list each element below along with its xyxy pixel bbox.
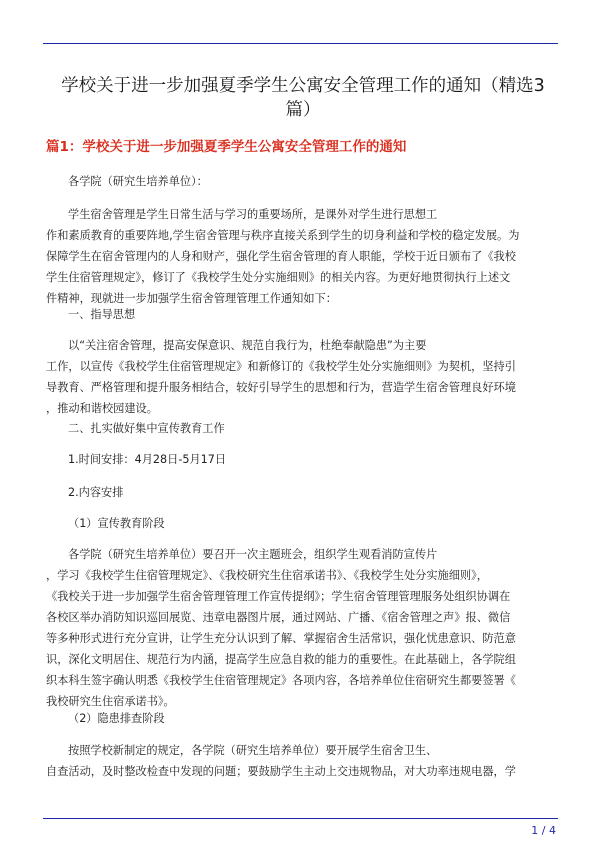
time-text: 1.时间安排：4月28日-5月17日 (68, 453, 227, 466)
heading-guiding (46, 304, 558, 325)
header-rule (43, 43, 558, 44)
stage-heading-text: （2）隐患排查阶段 (68, 712, 165, 725)
footer-rule (43, 818, 558, 819)
content-arrangement (46, 482, 558, 503)
paragraph-line: 我校研究生住宿承诺书》。 (46, 695, 175, 708)
paragraph-line: 自查活动，及时整改检查中发现的问题；要鼓励学生主动上交违规物品，对大功率违规电器，学 (46, 765, 516, 778)
stage1-paragraph (46, 544, 558, 712)
paragraph-line: ，推动和谐校园建设。 (46, 402, 158, 415)
salutation (46, 171, 558, 192)
heading-text: 一、指导思想 (68, 308, 136, 321)
paragraph-line: 学生住宿管理规定》，修订了《我校学生处分实施细则》的相关内容。为更好地贯彻执行上述文 (46, 271, 511, 284)
paragraph-line: 各校区举办消防知识巡回展览、违章电器图片展，通过网站、广播、《宿舍管理之声》报、微信 (46, 611, 511, 624)
content-heading-text: 2.内容安排 (68, 486, 124, 499)
paragraph-line: 等多种形式进行充分宣讲，让学生充分认识到了解、掌握宿舍生活常识，强化忧患意识、防范意 (46, 632, 516, 645)
title-line-2: 篇） (285, 100, 321, 120)
paragraph-line: 织本科生签字确认明悉《我校学生住宿管理规定》各项内容，各培养单位住宿研究生都要签署《 (46, 674, 516, 687)
paragraph-line: 保障学生在宿舍管理内的人身和财产，强化学生宿舍管理的育人职能，学校于近日颁布了《我校 (46, 250, 516, 263)
paragraph-line: 以“关注宿舍管理，提高安保意识、规范自我行为，杜绝奉献隐患”为主要 (68, 339, 427, 352)
intro-paragraph (46, 204, 558, 309)
paragraph-line: 件精神，现就进一步加强学生宿舍管理管理工作通知如下： (46, 292, 337, 305)
paragraph-line: 识，深化文明居住、规范行为内涵，提高学生应急自救的能力的重要性。在此基础上，各学院组 (46, 653, 516, 666)
paragraph-line: 各学院（研究生培养单位）要召开一次主题班会，组织学生观看消防宣传片 (68, 548, 438, 561)
paragraph-line: 作和素质教育的重要阵地,学生宿舍管理与秩序直接关系到学生的切身利益和学校的稳定发展。为 (46, 229, 520, 242)
paragraph-line: 工作，以宣传《我校学生住宿管理规定》和新修订的《我校学生处分实施细则》为契机，坚持引 (46, 360, 516, 373)
guiding-paragraph (46, 335, 558, 419)
document-title (48, 74, 558, 122)
paragraph-line: 按照学校新制定的规定，各学院（研究生培养单位）要开展学生宿舍卫生、 (68, 744, 438, 757)
stage2-paragraph (46, 740, 558, 782)
heading-text: 二、扎实做好集中宣传教育工作 (68, 422, 225, 435)
stage-heading-text: （1）宣传教育阶段 (68, 517, 165, 530)
paragraph-line: 《我校关于进一步加强学生宿舍管理管理工作宣传提纲》；学生宿舍管理管理服务处组织协调在 (46, 590, 511, 603)
paragraph-line: 学生宿舍管理是学生日常生活与学习的重要场所，是课外对学生进行思想工 (68, 208, 438, 221)
page-number: 1 / 4 (531, 824, 556, 837)
heading-publicity (46, 418, 558, 439)
title-line-1: 学校关于进一步加强夏季学生公寓安全管理工作的通知（精选3 (61, 76, 545, 96)
paragraph-line: 导教育、严格管理和提升服务相结合，较好引导学生的思想和行为，营造学生宿舍管理良好环境 (46, 381, 516, 394)
stage1-heading (46, 513, 558, 534)
stage2-heading (46, 708, 558, 729)
section-title: 篇1：学校关于进一步加强夏季学生公寓安全管理工作的通知 (46, 139, 407, 155)
time-arrangement (46, 449, 558, 470)
salutation-text: 各学院（研究生培养单位）： (68, 175, 208, 188)
paragraph-line: ，学习《我校学生住宿管理规定》、《我校研究生住宿承诺书》、《我校学生处分实施细则》， (46, 569, 488, 582)
